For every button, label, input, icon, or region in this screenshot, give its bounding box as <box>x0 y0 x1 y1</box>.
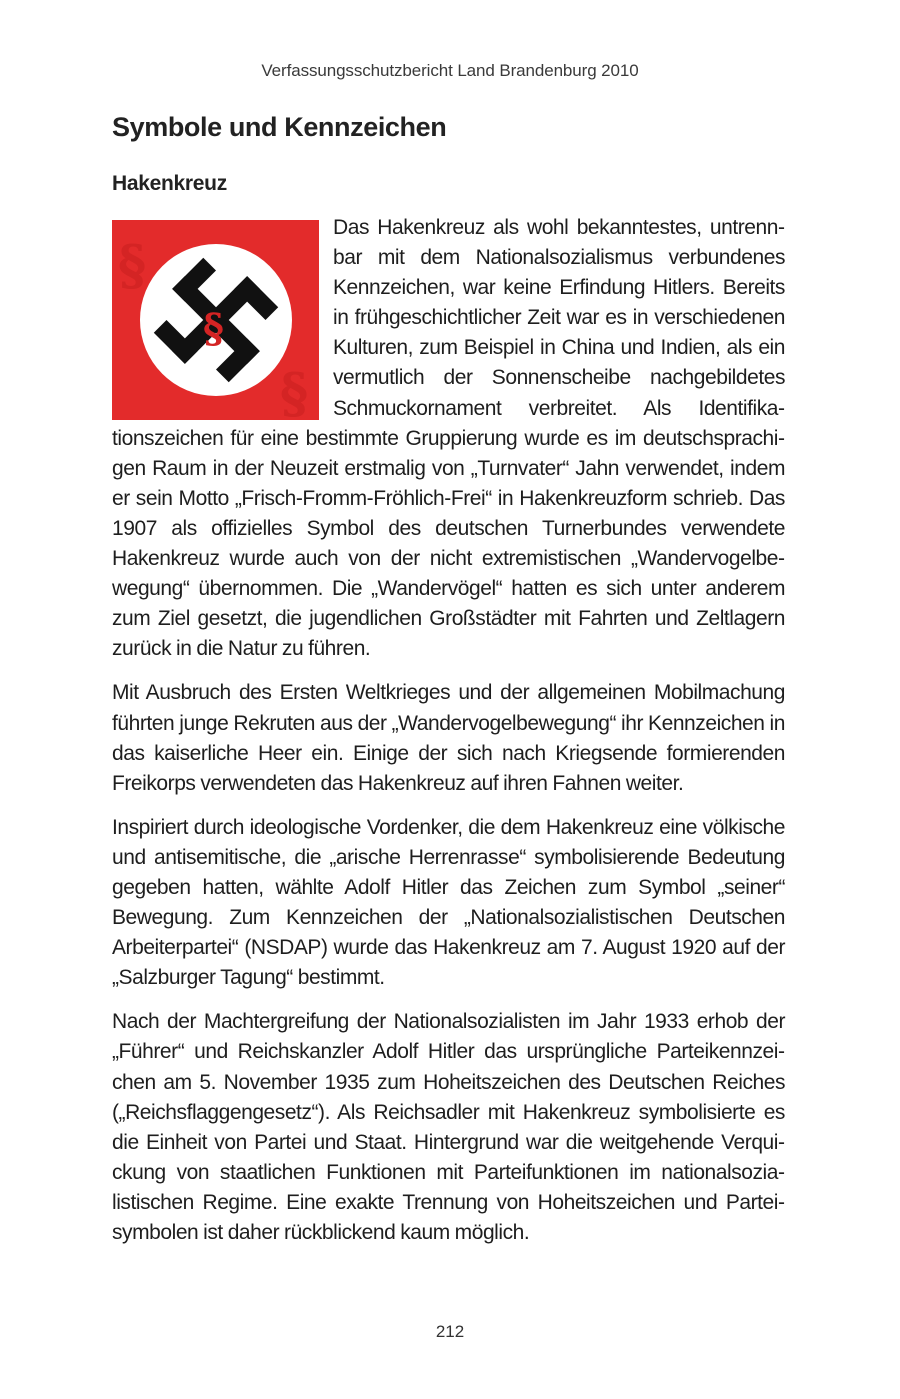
paragraph-2: Mit Ausbruch des Ersten Weltkrieges und der allgemeinen Mobilmachung führten junge Rekruten aus der „Wandervogelbewegung“ ihr Kennzeichen in das kaiserliche Heer ein. Einige der sich nach Kriegsende formierenden Freikorps verwendeten das Hakenkreuz auf ihren Fahnen weiter. <box>112 681 785 795</box>
running-header: Verfassungsschutzbericht Land Brandenburg 2010 <box>261 61 639 80</box>
swastika-flag-image <box>112 220 319 420</box>
paragraph-sign-bottom: § <box>280 361 308 420</box>
paragraph-sign-center: § <box>203 305 224 352</box>
page-number: 212 <box>435 1322 465 1341</box>
section-title: Symbole und Kennzeichen <box>112 112 447 142</box>
paragraph-4: Nach der Machtergreifung der Nationalsozialisten im Jahr 1933 erhob der „Führer“ und Reichskanzler Adolf Hitler das ursprüngliche Parteikennzeichen am 5. November 1935 zum Hoheitszeichen des Deutschen Reiches („Reichsflaggengesetz“). Als Reichsadler mit Hakenkreuz symbolisierte es die Einheit von Partei und Staat. Hintergrund war die weitgehende Verquickung von staatlichen Funktionen mit Parteifunktionen im nationalsozialistischen Regime. Eine exakte Trennung von Hoheitszeichen und Parteisymbolen ist daher rückblickend kaum möglich. <box>112 1010 785 1244</box>
swastika-flag-icon <box>112 220 319 420</box>
paragraph-3: Inspiriert durch ideologische Vordenker, die dem Hakenkreuz eine völkische und antisemitische, die „arische Herrenrasse“ symbolisierende Bedeutung gegeben hatten, wählte Adolf Hitler das Zeichen zum Symbol „seiner“ Bewegung. Zum Kennzeichen der „Nationalsozialistischen Deutschen Arbeiterpartei“ (NSDAP) wurde das Hakenkreuz am 7. August 1920 auf der „Salzburger Tagung“ bestimmt. <box>112 815 785 990</box>
body-text <box>112 213 785 1262</box>
paragraph-1: Das Hakenkreuz als wohl bekanntestes, untrennbar mit dem Nationalsozialismus verbundenes Kennzeichen, war keine Erfindung Hitlers. Bereits in frühgeschichtlicher Zeit war es in verschiedenen Kulturen, zum Beispiel in China und Indien, als ein vermutlich der Sonnenscheibe nachgebildetes Schmuckornament verbreitet. Als Identifikationszeichen für eine bestimmte Gruppierung wurde es im deutschsprachigen Raum in der Neuzeit erstmalig von „Turnvater“ Jahn verwendet, indem er sein Motto „Frisch-Fromm-Fröhlich-Frei“ in Hakenkreuzform schrieb. Das 1907 als offizielles Symbol des deutschen Turnerbundes verwendete Hakenkreuz wurde auch von der nicht extremistischen „Wandervogelbewegung“ übernommen. Die „Wandervögel“ hatten es sich unter anderem zum Ziel gesetzt, die jugendlichen Großstädter mit Fahrten und Zeltlagern zurück in die Natur zu führen. <box>112 216 785 661</box>
subsection-title: Hakenkreuz <box>112 172 227 195</box>
paragraph-sign-top: § <box>118 233 146 297</box>
